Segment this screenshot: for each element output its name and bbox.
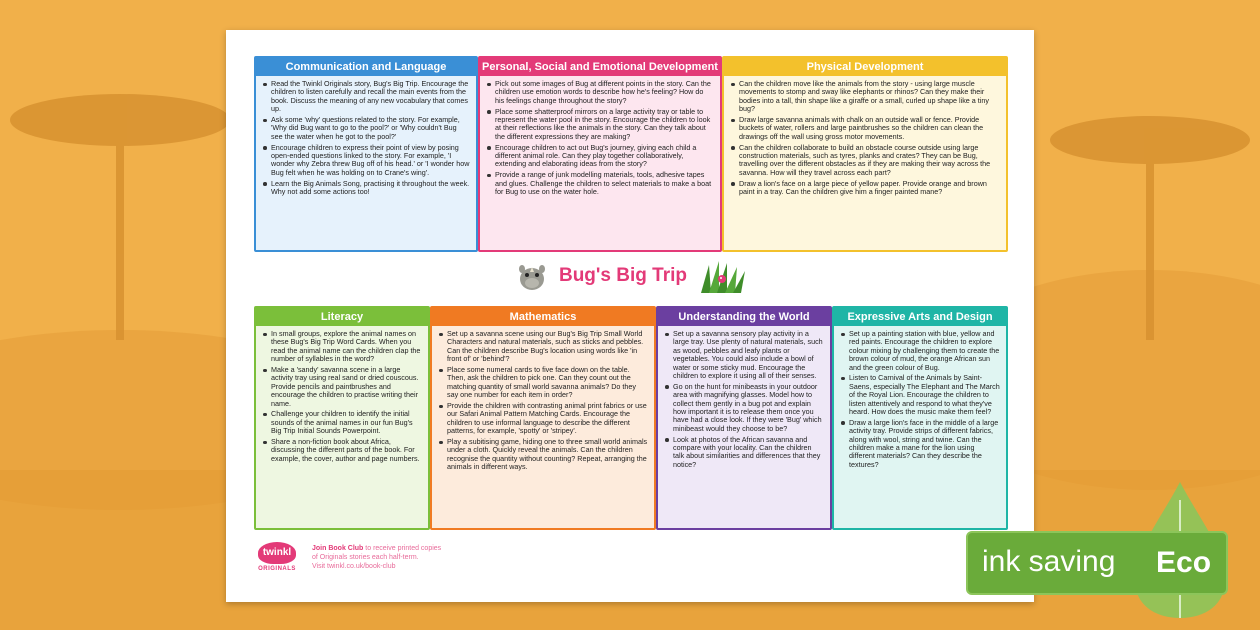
list-item: Draw large savanna animals with chalk on an outside wall or fence. Provide buckets of water, rollers and large paintbrushes so the children can clean the drawings off the wall using gross motor movements.	[730, 116, 1000, 141]
twinkl-logo[interactable]	[254, 540, 300, 580]
list-item: Play a subitising game, hiding one to three small world animals under a cloth. Quickly reveal the animals. Can the children recognise the quantity without counting? Repeat, arranging the animals in different ways.	[438, 438, 648, 472]
rhino-icon	[515, 259, 549, 293]
list-item: Listen to Carnival of the Animals by Saint-Saens, especially The Elephant and The March of the Royal Lion. Encourage the children to listen attentively and respond to what they've heard. How does the music make them feel?	[840, 374, 1000, 416]
section-mathematics	[430, 306, 656, 530]
section-physical-development	[722, 56, 1008, 252]
activity-sheet	[226, 30, 1034, 602]
list-item: Pick out some images of Bug at different points in the story. Can the children use emotion words to describe how he's feeling? How do his feelings change throughout the story?	[486, 80, 714, 105]
list-item: Can the children move like the animals from the story - using large muscle movements to stomp and sway like elephants or rhinos? Can they make their bodies into a tall, thin shape like a giraffe or a small, curled up shape like a tiny bug?	[730, 80, 1000, 114]
twinkl-logo-text: twinkl	[258, 542, 296, 564]
book-club-text: Join Book Club to receive printed copies of Originals stories each half-term. Visit twinkl.co.uk/book-club	[312, 544, 512, 571]
section-literacy	[254, 306, 430, 530]
list-item: Encourage children to act out Bug's journey, giving each child a different animal role. Can they play together collaboratively, extending and elaborating ideas from the story?	[486, 144, 714, 169]
section-personal-social-emotional	[478, 56, 722, 252]
section-header: Personal, Social and Emotional Development	[480, 58, 720, 76]
list-item: Can the children collaborate to build an obstacle course outside using large construction materials, such as tyres, planks and crates? They can be Bug, travelling over the different obstacles as if they are making their way across the savanna. How will they travel across each part?	[730, 144, 1000, 178]
list-item: Draw a large lion's face in the middle of a large activity tray. Provide strips of different fabrics, along with wool, string and twine. Can the children make a mane for the lion using different materials? Can they describe the textures?	[840, 419, 1000, 469]
list-item: Learn the Big Animals Song, practising it throughout the week. Why not add some actions too!	[262, 180, 470, 197]
ink-saving-text: ink saving	[982, 545, 1116, 578]
list-item: Provide a range of junk modelling materials, tools, adhesive tapes and glues. Challenge the children to select materials to make a boat for Bug to use on the water hole.	[486, 171, 714, 196]
list-item: Go on the hunt for minibeasts in your outdoor area with magnifying glasses. Model how to collect them gently in a bug pot and explain how important it is to release them once you have had a close look. If they were 'Bug' which minibeast would they choose to be?	[664, 383, 824, 433]
list-item: Place some numeral cards to five face down on the table. Then, ask the children to pick one. Can they count out the matching quantity of small world savanna animals? Do they say one number for each item in order?	[438, 366, 648, 400]
list-item: Make a 'sandy' savanna scene in a large activity tray using real sand or dried couscous. Provide pencils and paintbrushes and encourage the children to practise writing their name.	[262, 366, 422, 408]
section-header: Communication and Language	[256, 58, 476, 76]
list-item: Encourage children to express their point of view by posing open-ended questions linked to the story. For example, 'I wonder why Zebra threw Bug off of his head.' or 'I wonder how Bug felt when he was holding on to Crane's wing'.	[262, 144, 470, 178]
list-item: Set up a savanna scene using our Bug's Big Trip Small World Characters and natural materials, such as sticks and pebbles. Can the children describe Bug's location using words like 'in front of' or 'behind'?	[438, 330, 648, 364]
footer	[254, 540, 554, 580]
title-row	[506, 256, 756, 296]
section-header: Physical Development	[724, 58, 1006, 76]
list-item: Draw a lion's face on a large piece of yellow paper. Provide orange and brown paint in a tray. Can the children give him a finger painted mane?	[730, 180, 1000, 197]
list-item: Set up a savanna sensory play activity in a large tray. Use plenty of natural materials, such as wood, pebbles and leafy plants or vegetables. You could also include a bowl of water or some sticky mud. Encourage the children to explore it using all of their senses.	[664, 330, 824, 380]
list-item: Set up a painting station with blue, yellow and red paints. Encourage the children to explore colour mixing by challenging them to create the brown colour of mud, the orange African sun and the green colour of Bug.	[840, 330, 1000, 372]
list-item: Place some shatterproof mirrors on a large activity tray or table to represent the water pool in the story. Encourage the children to look at their reflections like the animals in the story. Can they talk about the different expressions they are making?	[486, 108, 714, 142]
twinkl-logo-subtitle: ORIGINALS	[258, 566, 296, 572]
section-understanding-the-world	[656, 306, 832, 530]
section-header: Mathematics	[432, 308, 654, 326]
grass-bug-icon	[697, 259, 747, 293]
section-header: Expressive Arts and Design	[834, 308, 1006, 326]
list-item: Ask some 'why' questions related to the story. For example, 'Why did Bug want to go to the pool?' or 'Why couldn't Bug see the water when he got to the pool?'	[262, 116, 470, 141]
list-item: Provide the children with contrasting animal print fabrics or use our Safari Animal Pattern Matching Cards. Encourage the children to use informal language to describe the different patterns, for example, 'spotty' or 'stripey'.	[438, 402, 648, 436]
list-item: Read the Twinkl Originals story, Bug's Big Trip. Encourage the children to listen carefully and recall the main events from the book. Discuss the meaning of any new vocabulary that comes up.	[262, 80, 470, 114]
book-club-url[interactable]: Visit twinkl.co.uk/book-club	[312, 563, 396, 570]
page-title: Bug's Big Trip	[558, 265, 688, 286]
eco-label: Eco	[1156, 546, 1212, 579]
section-header: Understanding the World	[658, 308, 830, 326]
list-item: Challenge your children to identify the initial sounds of the animal names in our fun Bug's Big Trip Initial Sounds Powerpoint.	[262, 410, 422, 435]
book-club-link[interactable]: Join Book Club	[312, 545, 364, 552]
list-item: In small groups, explore the animal names on these Bug's Big Trip Word Cards. When you read the animal name can the children clap the number of syllables in the word?	[262, 330, 422, 364]
section-communication-and-language	[254, 56, 478, 252]
section-expressive-arts-and-design	[832, 306, 1008, 530]
list-item: Look at photos of the African savanna and compare with your locality. Can the children talk about similarities and differences that they notice?	[664, 436, 824, 470]
section-header: Literacy	[256, 308, 428, 326]
list-item: Share a non-fiction book about Africa, discussing the different parts of the book. For example, the cover, author and page numbers.	[262, 438, 422, 463]
